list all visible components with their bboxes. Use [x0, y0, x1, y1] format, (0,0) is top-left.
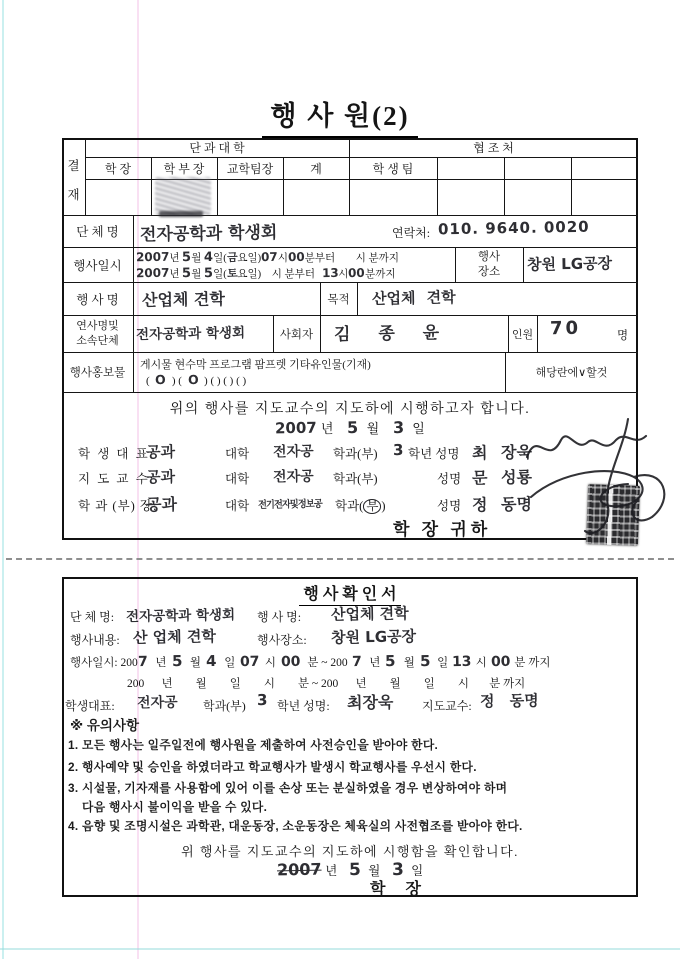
confirmation-title: [62, 581, 638, 606]
confirm-date-year: 2007: [276, 859, 322, 880]
conf-datetime-line2: 200 년 월 일 시 분 ~ 200 년 월 일 시 분 까지: [127, 678, 526, 690]
notice-item-3b: 다음 행사시 불이익을 받을 수 있다.: [82, 800, 268, 814]
signer-college: 공과: [145, 494, 178, 515]
contact-label: 연락처:: [392, 226, 431, 240]
dt2-month-suffix: 월: [191, 269, 202, 280]
cdt-hour1: 07: [240, 653, 260, 671]
cdt-month1: 5: [171, 651, 183, 671]
approval-col-dean: 학 장: [104, 161, 132, 176]
grid-line: [133, 215, 134, 392]
scan-artifact-cyan-hline: [0, 948, 680, 950]
confirm-date-day-suffix: 일: [411, 864, 424, 878]
cdt-p: 일: [437, 657, 449, 669]
notice-item-1: 1. 모든 행사는 일주일전에 행사원을 제출하여 사전승인을 받아야 한다.: [68, 738, 439, 752]
confirm-date-day: 3: [392, 859, 405, 881]
speaker-value: 전자공학과 학생회: [135, 325, 246, 343]
signature-scribbles: [515, 413, 680, 558]
cdt-p: 일: [224, 657, 236, 669]
signer-dept: 전자공: [272, 443, 314, 461]
date-year-suffix: 년: [320, 421, 334, 436]
cdt-p: 시: [475, 657, 487, 669]
grid-line: [571, 157, 572, 215]
mc-label: 사회자: [279, 328, 314, 341]
group-name-label: 단 체 명: [76, 225, 119, 239]
grid-line: [357, 282, 358, 315]
conf-group-value: 전자공학과 학생회: [125, 607, 236, 625]
cdt-p: 년: [369, 657, 381, 669]
place-label-line2: 장소: [477, 265, 501, 278]
mark-paren: ) (: [171, 375, 182, 387]
conf-event-label: 행 사 명:: [257, 610, 302, 624]
mark-paren: ) ( ) ( ) ( ): [204, 375, 247, 387]
notice-item-2: 2. 행사예약 및 승인을 하였더라고 학교행사가 발생시 학교행사를 우선시 한다.: [68, 760, 477, 774]
date-month-suffix: 월: [366, 421, 380, 436]
place-label-line1: 행사: [477, 250, 501, 263]
conf-place-value: 창원 LG공장: [330, 627, 417, 647]
dt2-mid: 시 분부터: [271, 269, 315, 280]
signer-dept-suffix: 학과(부): [333, 472, 378, 486]
cdt-p: 월: [189, 657, 201, 669]
approval-stamp: [155, 177, 211, 215]
cdt-month2: 5: [385, 651, 396, 671]
mark-circle-1: O: [155, 371, 167, 388]
cdt-min2: 00: [490, 653, 511, 671]
confirm-date-month: 5: [349, 859, 362, 881]
approval-col-edu-team: 교학팀장: [226, 161, 274, 176]
cdt-p: 월: [403, 657, 415, 669]
notice-item-3: 3. 시설물, 기자재를 사용함에 있어 이를 손상 또는 분실하였을 경우 변상하여야 하며: [68, 781, 508, 795]
signature-stroke: [527, 436, 646, 457]
rep-name-label: 학년 성명:: [277, 699, 330, 713]
signer-name-label: 성명: [437, 472, 462, 486]
signature-stroke: [632, 475, 664, 520]
rep-advisor-label: 지도교수:: [422, 699, 472, 713]
approval-col-student-team: 학 생 팀: [372, 161, 414, 176]
scan-artifact-cyan-line: [2, 0, 4, 959]
grid-line: [320, 315, 321, 352]
signer-dept-suffix: 학과(부): [333, 447, 378, 461]
date-day-suffix: 일: [412, 421, 425, 436]
dt2-min-suffix: 분까지: [365, 269, 396, 280]
event-datetime-line2: [136, 265, 396, 281]
confirm-date-year-suffix: 년: [325, 864, 338, 878]
dept-suffix-circled: 부: [363, 499, 381, 514]
signer-college-suffix: 대학: [225, 472, 250, 486]
headcount-label: 인원: [511, 328, 534, 341]
notice-title: ※ 유의사항: [70, 718, 140, 733]
cdt-p: 시: [264, 657, 276, 669]
dt1-day-suffix: 일(: [213, 253, 227, 264]
dt2-dow: 토: [226, 266, 238, 281]
rep-dept-suffix: 학과(부): [203, 699, 246, 713]
dt2-day-suffix: 일(: [213, 269, 227, 280]
dt2-day: 5: [203, 265, 214, 282]
form-title-text: 행 사 원(2): [262, 94, 417, 138]
conf-event-value: 산업체 견학: [330, 604, 409, 624]
signer-college-suffix: 대학: [225, 499, 250, 513]
date-month: 5: [347, 417, 359, 438]
dt1-min-suffix: 분부터: [304, 253, 336, 264]
purpose-label: 목적: [327, 293, 350, 306]
mc-value: 김 종 윤: [333, 323, 440, 345]
grid-line: [64, 392, 638, 393]
signer-college-suffix: 대학: [225, 447, 250, 461]
rep-dept: 전자공: [136, 694, 178, 712]
event-place-value: 창원 LG공장: [526, 254, 613, 274]
dt1-year: 2007: [135, 249, 170, 265]
headcount-unit: 명: [617, 330, 629, 342]
rep-grade: 3: [256, 690, 268, 710]
signer-college: 공과: [145, 442, 176, 462]
signer-dept: 전기전자및정보공: [257, 498, 322, 511]
dt1-month: 5: [182, 249, 192, 266]
dt2-dow-suffix: 요일): [237, 269, 262, 280]
dept-suffix-post: ): [381, 499, 386, 513]
notice-item-4: 4. 음향 및 조명시설은 과학관, 대운동장, 소운동장은 체육실의 사전협조를 받아야 한다.: [68, 819, 523, 833]
dt1-dow: 금: [226, 250, 238, 265]
speaker-label: [62, 315, 133, 352]
cdt-p: 분 까지: [514, 657, 551, 669]
cdt-p: 분 ~ 200: [307, 657, 348, 669]
grid-line: [523, 247, 524, 282]
signer-name: 정 동명: [471, 494, 533, 515]
dt2-year: 2007: [135, 265, 170, 281]
dept-suffix-pre: 학과(: [335, 499, 364, 513]
confirm-sign-label: 학 장: [370, 881, 429, 898]
dt1-hour: 07: [261, 249, 278, 265]
date-day: 3: [392, 417, 405, 438]
confirm-date-month-suffix: 월: [368, 864, 381, 878]
promo-items: 게시물 현수막 프로그램 팜프렛 기타유인물(기재): [140, 359, 371, 371]
approval-stub: [62, 148, 85, 210]
approval-header-college: 단 과 대 학: [189, 141, 245, 155]
signer-name-label: 성명: [437, 499, 462, 513]
event-place-label: [455, 248, 523, 281]
dt1-month-suffix: 월: [191, 253, 202, 264]
signer-name-label: 학년 성명: [408, 447, 460, 461]
signer-role: 학 과 (부) 장:: [78, 499, 158, 513]
approval-header-cooperation: 협 조 처: [473, 141, 514, 155]
promo-note: 해당란에∨할것: [535, 367, 608, 379]
dt1-day: 4: [203, 249, 214, 266]
cdt-year2: 7: [351, 653, 362, 671]
rep-label: 학생대표:: [65, 699, 115, 713]
dt1-dow-suffix: 요일): [237, 253, 262, 264]
dt2-month: 5: [182, 265, 192, 282]
cdt-p: 행사일시: 200: [70, 657, 138, 669]
grid-line: [504, 157, 505, 215]
signer-dept: 전자공: [272, 468, 314, 486]
cdt-hour2: 13: [452, 653, 472, 671]
dt2-hour-suffix: 시: [338, 269, 349, 280]
conf-group-label: 단 체 명:: [70, 610, 115, 624]
approval-col-total: 계: [310, 161, 322, 176]
form-title: [0, 94, 680, 138]
declaration-text: 위의 행사를 지도교수의 지도하에 시행하고자 합니다.: [169, 402, 531, 417]
grid-line: [64, 215, 638, 216]
mark-paren: (: [146, 375, 150, 387]
cdt-day2: 5: [419, 651, 431, 671]
speaker-label-line1: 연사명및: [76, 320, 119, 333]
cdt-p: 년: [155, 657, 167, 669]
promo-label: 행사홍보물: [69, 367, 126, 379]
cdt-min1: 00: [280, 653, 301, 671]
rep-advisor-name: 정 동명: [479, 691, 539, 711]
conf-content-value: 산 업체 견학: [132, 627, 217, 647]
mark-circle-2: O: [187, 371, 199, 388]
confirm-statement: 위 행사를 지도교수의 지도하에 시행함을 확인합니다.: [181, 844, 519, 859]
grid-line: [437, 157, 438, 215]
dt1-year-suffix: 년: [169, 253, 180, 264]
dt1-tail: 시 분까지: [355, 253, 399, 264]
grid-line: [64, 315, 638, 316]
event-datetime-line1: [136, 249, 399, 265]
rep-name: 최장욱: [346, 692, 394, 713]
approval-stamp-smudge: [159, 211, 203, 217]
conf-rep-row: [0, 690, 680, 714]
signer-name: 문 성룡: [471, 467, 533, 488]
stub-char-2: 재: [67, 187, 80, 202]
event-datetime-label: 행사일시: [73, 258, 122, 273]
dt2-min: 00: [348, 265, 366, 281]
event-name-value: 산업체 견학: [141, 289, 226, 310]
approval-col-dept-head: 학 부 장: [163, 161, 205, 176]
stub-char-1: 결: [67, 158, 80, 173]
event-name-label: 행 사 명: [76, 292, 119, 307]
conf-content-label: 행사내용:: [70, 633, 120, 647]
purpose-value: 산업체 견학: [371, 288, 456, 308]
signature-stroke: [531, 471, 643, 506]
confirm-date: [62, 860, 638, 880]
promo-marks: [146, 372, 246, 387]
signer-name: 최 장욱: [471, 442, 533, 463]
conf-place-label: 행사장소:: [257, 633, 307, 647]
date-year: 2007: [274, 418, 318, 438]
speaker-label-line2: 소속단체: [76, 334, 119, 347]
cdt-day1: 4: [205, 651, 217, 671]
cut-separator-line: [6, 558, 674, 560]
signer-college: 공과: [145, 467, 176, 487]
dt1-min: 00: [287, 249, 305, 265]
headcount-value: 70: [549, 317, 582, 340]
contact-value: 010. 9640. 0020: [437, 217, 590, 239]
conf-datetime-line1: [70, 652, 551, 670]
dt2-year-suffix: 년: [169, 269, 180, 280]
dt1-hour-suffix: 시: [277, 253, 288, 264]
confirmation-title-text: 행 사 확 인 서: [299, 581, 400, 606]
signer-grade: 3: [392, 440, 404, 460]
dt2-hour: 13: [321, 265, 339, 281]
cdt-year1: 7: [137, 653, 148, 671]
grid-line: [537, 315, 538, 352]
addressee: 학 장 귀하: [393, 520, 492, 539]
signer-dept-suffix: [335, 496, 386, 514]
signer-role: 지 도 교 수:: [78, 472, 156, 486]
signer-role: 학 생 대 표:: [78, 447, 156, 461]
group-name-value: 전자공학과 학생회: [139, 222, 278, 246]
